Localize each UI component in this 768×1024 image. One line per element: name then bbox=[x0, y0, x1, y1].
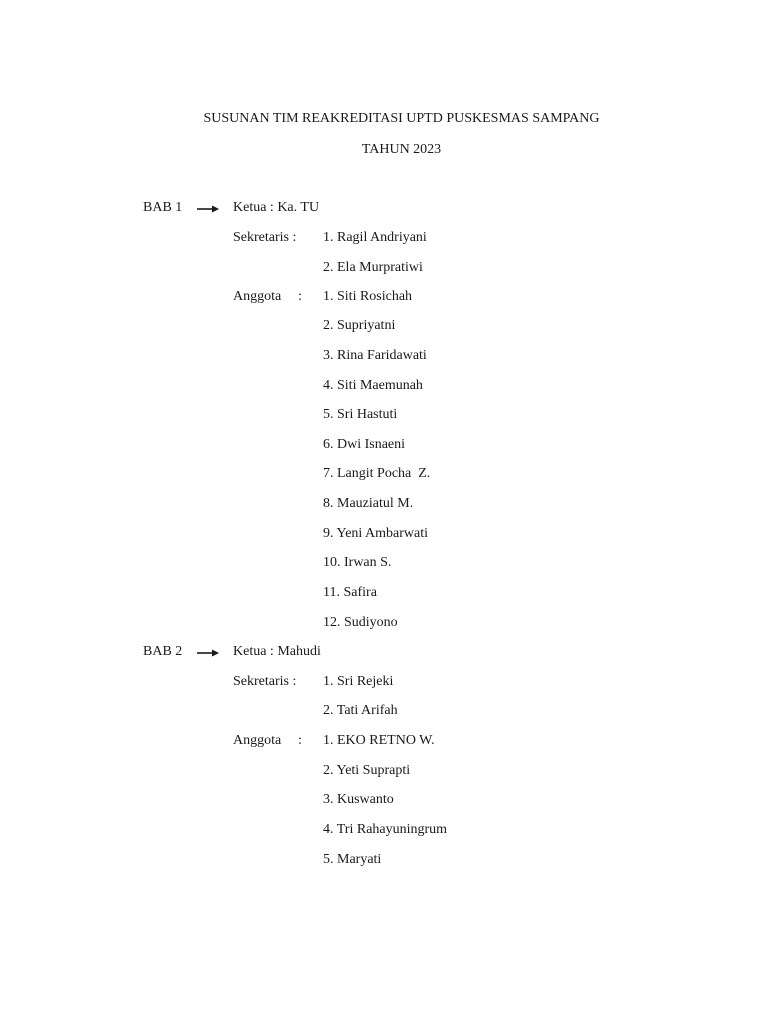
anggota-item: 6. Dwi Isnaeni bbox=[323, 437, 406, 452]
anggota-item: 2. Yeti Suprapti bbox=[323, 763, 411, 778]
anggota-item: 8. Mauziatul M. bbox=[323, 496, 414, 511]
anggota-item: 5. Sri Hastuti bbox=[323, 407, 398, 422]
sekretaris-item: 1. Sri Rejeki bbox=[323, 674, 394, 689]
anggota-item: 3. Kuswanto bbox=[323, 792, 394, 807]
anggota-item: 9. Yeni Ambarwati bbox=[323, 526, 428, 541]
ketua-line: Ketua : Ka. TU bbox=[233, 200, 320, 215]
sekretaris-item: 1. Ragil Andriyani bbox=[323, 230, 427, 245]
anggota-item: 4. Tri Rahayuningrum bbox=[323, 822, 448, 837]
right-arrow-icon bbox=[196, 643, 220, 661]
bab-label: BAB 1 bbox=[143, 200, 183, 215]
anggota-label: Anggota bbox=[233, 289, 282, 304]
anggota-item: 7. Langit Pocha Z. bbox=[323, 466, 431, 481]
anggota-item: 1. Siti Rosichah bbox=[323, 289, 413, 304]
anggota-item: 11. Safira bbox=[323, 585, 377, 600]
anggota-label: Anggota bbox=[233, 733, 282, 748]
anggota-colon: : bbox=[298, 289, 302, 304]
right-arrow-icon bbox=[196, 199, 220, 217]
sekretaris-label: Sekretaris : bbox=[233, 230, 297, 245]
ketua-line: Ketua : Mahudi bbox=[233, 644, 321, 659]
anggota-item: 3. Rina Faridawati bbox=[323, 348, 427, 363]
sekretaris-item: 2. Ela Murpratiwi bbox=[323, 260, 423, 275]
anggota-item: 10. Irwan S. bbox=[323, 555, 392, 570]
bab-label: BAB 2 bbox=[143, 644, 183, 659]
anggota-item: 12. Sudiyono bbox=[323, 615, 398, 630]
anggota-item: 5. Maryati bbox=[323, 852, 382, 867]
anggota-item: 1. EKO RETNO W. bbox=[323, 733, 435, 748]
anggota-colon: : bbox=[298, 733, 302, 748]
document-year: TAHUN 2023 bbox=[361, 142, 442, 157]
document-title: SUSUNAN TIM REAKREDITASI UPTD PUSKESMAS SAMPANG bbox=[203, 111, 600, 126]
sekretaris-label: Sekretaris : bbox=[233, 674, 297, 689]
anggota-item: 2. Supriyatni bbox=[323, 318, 396, 333]
anggota-item: 4. Siti Maemunah bbox=[323, 378, 423, 393]
sekretaris-item: 2. Tati Arifah bbox=[323, 703, 398, 718]
